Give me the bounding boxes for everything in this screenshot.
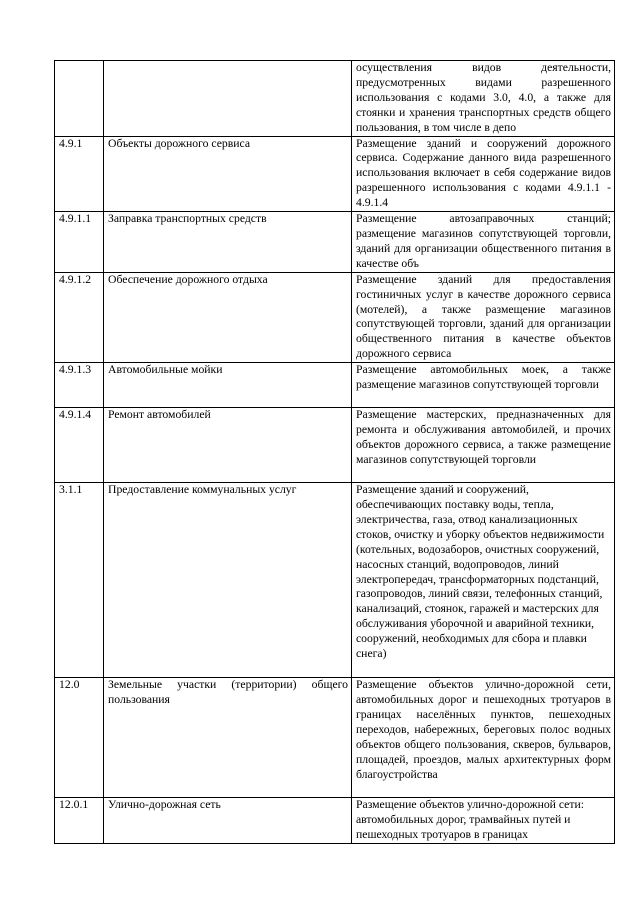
table-row [55,483,615,678]
code-cell: 4.9.1.3 [55,363,104,408]
description-cell: Размещение зданий для предоставления гостиничных услуг в качестве дорожного сервиса (мотелей), а также размещение магазинов сопутствующей торговли, зданий для организации общественного питания в качестве объектов дорожного сервиса [352,272,615,362]
name-cell: Улично-дорожная сеть [104,798,352,844]
name-cell: Обеспечение дорожного отдыха [104,272,352,362]
name-cell: Объекты дорожного сервиса [104,136,352,212]
name-cell [104,61,352,137]
table-row [55,212,615,273]
description-cell: Размещение объектов улично-дорожной сети: автомобильных дорог, трамвайных путей и пешеходных тротуаров в границах [352,798,615,844]
description-cell: Размещение объектов улично-дорожной сети, автомобильных дорог и пешеходных тротуаров в границах населённых пунктов, пешеходных переходов, набережных, береговых полос водных объектов общего пользования, скверов, бульваров, площадей, проездов, малых архитектурных форм благоустройства [352,678,615,798]
table-row [55,136,615,212]
table-row [55,798,615,844]
description-cell: Размещение мастерских, предназначенных для ремонта и обслуживания автомобилей, и прочих объектов дорожного сервиса, а также размещение магазинов сопутствующей торговли [352,408,615,483]
description-cell: Размещение зданий и сооружений, обеспечивающих поставку воды, тепла, электричества, газа, отвод канализационных стоков, очистку и уборку объектов недвижимости (котельных, водозаборов, очистных сооружений, насосных станций, водопроводов, линий электропередач, трансформаторных подстанций, газопроводов, линий связи, телефонных станций, канализаций, стоянок, гаражей и мастерских для обслуживания уборочной и аварийной техники, сооружений, необходимых для сбора и плавки снега) [352,483,615,678]
table-row [55,272,615,362]
code-cell: 4.9.1.4 [55,408,104,483]
name-cell: Земельные участки (территории) общего пользования [104,678,352,798]
code-cell: 3.1.1 [55,483,104,678]
description-cell: Размещение автозаправочных станций; размещение магазинов сопутствующей торговли, зданий для организации общественного питания в качестве объ [352,212,615,273]
code-cell [55,61,104,137]
table-row [55,678,615,798]
land-use-table [54,60,615,844]
name-cell: Автомобильные мойки [104,363,352,408]
table-row [55,363,615,408]
code-cell: 4.9.1 [55,136,104,212]
code-cell: 12.0 [55,678,104,798]
name-cell: Заправка транспортных средств [104,212,352,273]
code-cell: 4.9.1.1 [55,212,104,273]
description-cell: Размещение зданий и сооружений дорожного сервиса. Содержание данного вида разрешенного использования включает в себя содержание видов разрешенного использования с кодами 4.9.1.1 - 4.9.1.4 [352,136,615,212]
description-cell: Размещение автомобильных моек, а также размещение магазинов сопутствующей торговли [352,363,615,408]
code-cell: 4.9.1.2 [55,272,104,362]
name-cell: Ремонт автомобилей [104,408,352,483]
table-row [55,61,615,137]
description-cell: осуществления видов деятельности, предусмотренных видами разрешенного использования с кодами 3.0, 4.0, а также для стоянки и хранения транспортных средств общего пользования, в том числе в депо [352,61,615,137]
name-cell: Предоставление коммунальных услуг [104,483,352,678]
table-row [55,408,615,483]
code-cell: 12.0.1 [55,798,104,844]
